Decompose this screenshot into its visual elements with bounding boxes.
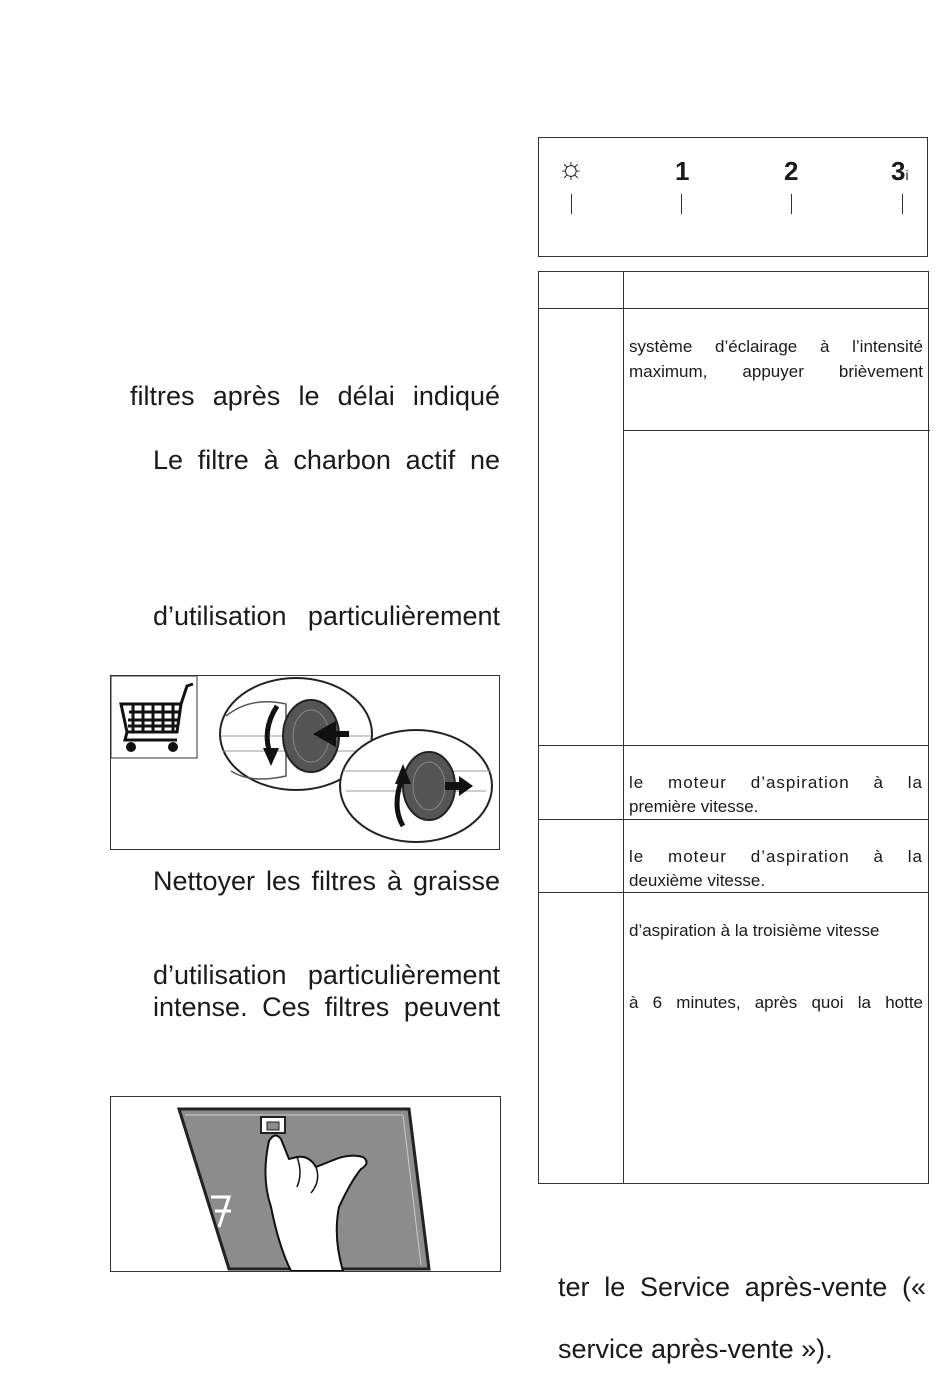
- text-line: Nettoyer les filtres à graisse: [153, 866, 500, 896]
- table-cell: [629, 845, 923, 893]
- paragraph-line: service après-vente »).: [558, 1334, 833, 1364]
- table-divider: [623, 272, 624, 1183]
- table-row-border: [539, 745, 928, 746]
- text-line: d’utilisation particulièrement: [153, 960, 500, 990]
- function-table: [538, 271, 929, 1184]
- paragraph-line: [130, 380, 500, 412]
- table-row-border: [623, 430, 930, 431]
- text-line: d’utilisation particulièrement: [153, 601, 500, 631]
- tick-speed-1: [681, 194, 682, 214]
- paragraph-line: [153, 865, 500, 897]
- tick-light: [571, 194, 572, 214]
- table-text: le moteur d’aspiration à la: [629, 773, 923, 792]
- speed-1-label: 1: [675, 156, 690, 186]
- paragraph-line: [153, 991, 500, 1023]
- table-cell: [629, 771, 923, 819]
- light-icon: ☼: [557, 152, 585, 185]
- paragraph-line: [153, 444, 500, 476]
- text-line: intense. Ces filtres peuvent: [153, 992, 500, 1022]
- paragraph-line: [153, 600, 500, 632]
- table-text: le moteur d’aspiration à la: [629, 847, 923, 866]
- table-text: d’aspiration à la troisième vitesse: [629, 921, 880, 940]
- table-text: à 6 minutes, après quoi la hotte: [629, 993, 923, 1012]
- paragraph-line: ter le Service après-vente («: [558, 1272, 926, 1302]
- tick-speed-3: [902, 194, 903, 214]
- table-cell: [629, 990, 923, 1015]
- text-line: Le filtre à charbon actif ne: [153, 445, 500, 475]
- speed-3-number: 3: [891, 156, 906, 186]
- table-cell: [629, 918, 923, 943]
- control-panel-diagram: [538, 137, 928, 257]
- paragraph-line: [153, 959, 500, 991]
- table-text: deuxième vitesse.: [629, 871, 766, 890]
- speed-3-label: [891, 156, 909, 187]
- tick-speed-2: [791, 194, 792, 214]
- carbon-filter-figure: [110, 675, 500, 850]
- table-row-border: [539, 308, 928, 309]
- grease-filter-figure: [110, 1096, 501, 1272]
- speed-3-suffix: i: [905, 167, 909, 183]
- table-text: système d’éclairage à l’intensité: [629, 337, 923, 356]
- table-text: première vitesse.: [629, 797, 759, 816]
- table-text: maximum, appuyer brièvement: [629, 362, 923, 381]
- table-row-border: [539, 819, 928, 820]
- table-cell: [629, 334, 923, 384]
- speed-2-label: 2: [784, 156, 799, 186]
- grease-filter-illustration: [111, 1097, 500, 1271]
- carbon-filter-illustration: [111, 676, 499, 849]
- text-line: filtres après le délai indiqué: [130, 381, 500, 411]
